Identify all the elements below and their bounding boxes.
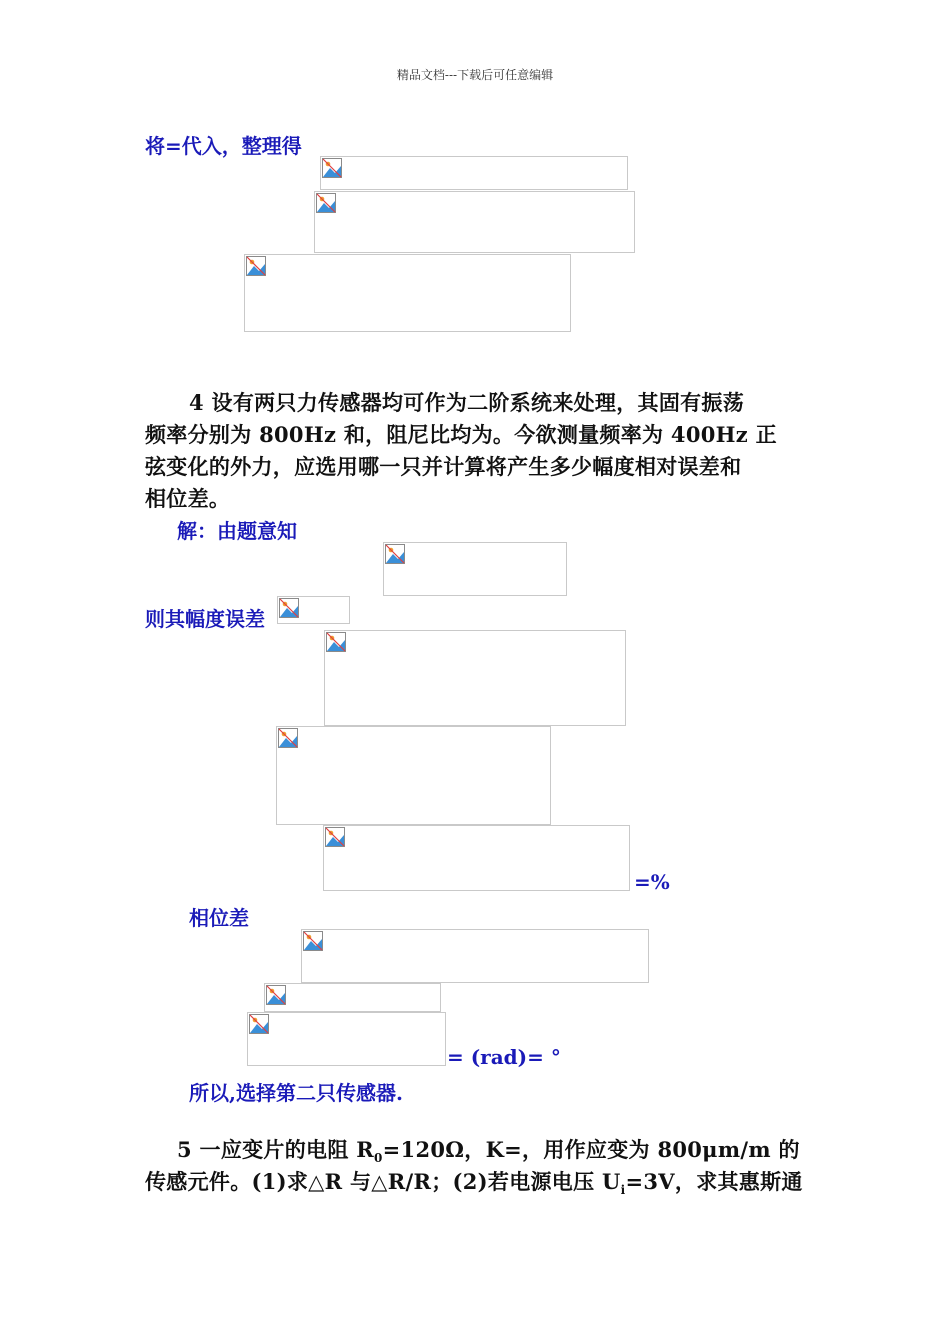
- subscript-zero: 0: [374, 1151, 383, 1166]
- formula-image-3: [244, 254, 571, 332]
- broken-image-icon: [326, 632, 346, 652]
- problem4-line3: 弦变化的外力，应选用哪一只并计算将产生多少幅度相对误差和: [145, 454, 742, 479]
- problem4-line1: 4 设有两只力传感器均可作为二阶系统来处理，其固有振荡: [189, 390, 745, 415]
- problem5-line1: [177, 1134, 800, 1165]
- formula-image-9: [301, 929, 649, 983]
- formula-image-4: [383, 542, 567, 596]
- formula-image-1: [320, 156, 628, 190]
- problem5-line2-rest: =3V，求其惠斯通: [625, 1169, 803, 1194]
- amplitude-error-label: 则其幅度误差: [145, 607, 265, 631]
- broken-image-icon: [385, 544, 405, 564]
- problem5-line2: [145, 1166, 803, 1197]
- problem4-line2: 频率分别为 800Hz 和，阻尼比均为。今欲测量频率为 400Hz 正: [145, 422, 777, 447]
- broken-image-icon: [303, 931, 323, 951]
- solution-label: 解：由题意知: [177, 519, 297, 543]
- broken-image-icon: [278, 728, 298, 748]
- percent-suffix: =%: [634, 870, 670, 894]
- broken-image-icon: [322, 158, 342, 178]
- conclusion-text: 所以,选择第二只传感器.: [189, 1081, 403, 1105]
- formula-image-6: [324, 630, 626, 726]
- broken-image-icon: [246, 256, 266, 276]
- formula-image-5: [277, 596, 350, 624]
- broken-image-icon: [316, 193, 336, 213]
- formula-image-8: [323, 825, 630, 891]
- broken-image-icon: [249, 1014, 269, 1034]
- formula-image-10: [264, 983, 441, 1012]
- page-header: 精品文档---下载后可任意编辑: [396, 68, 554, 82]
- formula-image-2: [314, 191, 635, 253]
- problem4-line4: 相位差。: [145, 486, 231, 511]
- problem5-line1-text: 5 一应变片的电阻 R: [177, 1137, 374, 1162]
- subscript-i: i: [620, 1183, 626, 1198]
- broken-image-icon: [325, 827, 345, 847]
- problem5-line1-rest: =120Ω，K=，用作应变为 800μm/m 的: [382, 1137, 800, 1162]
- radian-suffix: = (rad)= °: [447, 1045, 561, 1069]
- phase-difference-label: 相位差: [189, 906, 249, 930]
- broken-image-icon: [266, 985, 286, 1005]
- formula-image-7: [276, 726, 551, 825]
- formula-image-11: [247, 1012, 446, 1066]
- problem5-line2-text: 传感元件。(1)求△R 与△R/R；(2)若电源电压 U: [145, 1169, 621, 1194]
- broken-image-icon: [279, 598, 299, 618]
- substitution-intro: 将=代入，整理得: [145, 134, 302, 158]
